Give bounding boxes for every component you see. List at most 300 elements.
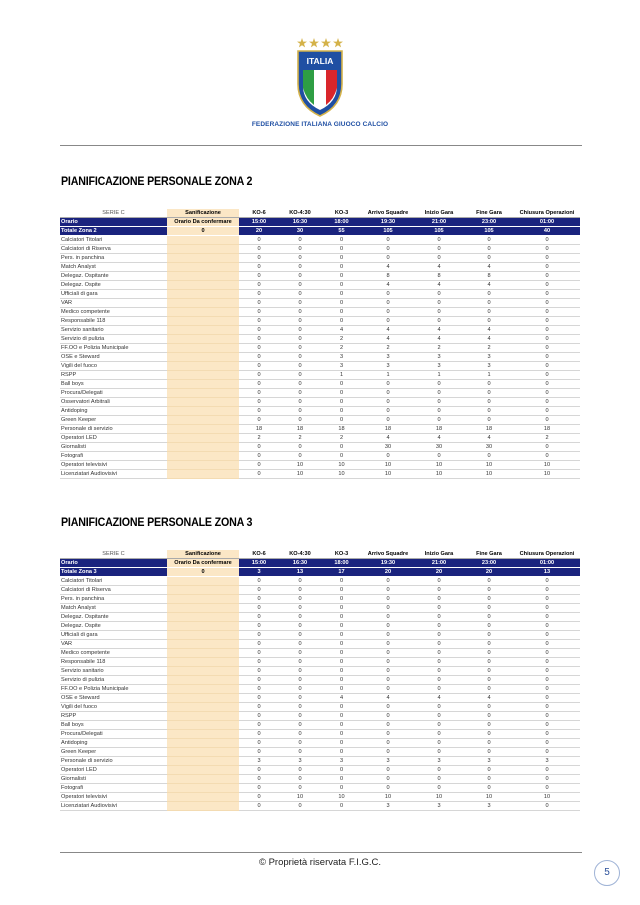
table-row: [60, 676, 580, 685]
totale-cell: 40: [514, 227, 580, 236]
value-cell: 0: [362, 398, 414, 407]
value-cell: 0: [279, 631, 321, 640]
value-cell: 4: [414, 326, 464, 335]
value-cell: 0: [514, 371, 580, 380]
value-cell: 0: [464, 649, 514, 658]
value-cell: 0: [464, 613, 514, 622]
value-cell: 0: [514, 281, 580, 290]
value-cell: 0: [321, 640, 362, 649]
table-row: [60, 362, 580, 371]
table-header-row: [60, 550, 580, 559]
value-cell: 0: [464, 739, 514, 748]
table-row: [60, 757, 580, 766]
orario-cell: 19:30: [362, 218, 414, 227]
value-cell: 0: [239, 299, 279, 308]
sanificazione-cell: [167, 353, 239, 362]
value-cell: 0: [321, 766, 362, 775]
value-cell: 0: [279, 344, 321, 353]
value-cell: 0: [362, 604, 414, 613]
value-cell: 2: [514, 434, 580, 443]
value-cell: 0: [279, 748, 321, 757]
value-cell: 0: [321, 775, 362, 784]
value-cell: 0: [321, 407, 362, 416]
value-cell: 0: [464, 640, 514, 649]
role-label: Responsabile 118: [60, 317, 167, 326]
table-row: [60, 622, 580, 631]
table-row: [60, 461, 580, 470]
totale-cell: 17: [321, 568, 362, 577]
table-row: [60, 317, 580, 326]
value-cell: 0: [514, 802, 580, 811]
value-cell: 0: [239, 362, 279, 371]
role-label: Giornalisti: [60, 775, 167, 784]
table-row: [60, 649, 580, 658]
value-cell: 10: [514, 470, 580, 479]
value-cell: 0: [464, 667, 514, 676]
role-label: Match Analyst: [60, 263, 167, 272]
column-header: Arrivo Squadre: [362, 550, 414, 559]
value-cell: 4: [321, 694, 362, 703]
value-cell: 0: [464, 748, 514, 757]
value-cell: 0: [362, 748, 414, 757]
value-cell: 0: [414, 703, 464, 712]
value-cell: 0: [514, 748, 580, 757]
role-label: OSE e Steward: [60, 353, 167, 362]
orario-cell: 16:30: [279, 559, 321, 568]
value-cell: 0: [414, 649, 464, 658]
value-cell: 0: [514, 443, 580, 452]
column-header: KO-4:30: [279, 209, 321, 218]
value-cell: 2: [279, 434, 321, 443]
role-label: RSPP: [60, 371, 167, 380]
value-cell: 0: [414, 739, 464, 748]
value-cell: 3: [362, 362, 414, 371]
value-cell: 0: [279, 784, 321, 793]
role-label: Green Keeper: [60, 748, 167, 757]
column-header: Sanificazione: [167, 550, 239, 559]
value-cell: 0: [279, 380, 321, 389]
value-cell: 4: [464, 335, 514, 344]
value-cell: 0: [321, 586, 362, 595]
table-row: [60, 703, 580, 712]
role-label: Vigili del fuoco: [60, 362, 167, 371]
value-cell: 0: [514, 290, 580, 299]
value-cell: 0: [362, 613, 414, 622]
sanificazione-cell: [167, 362, 239, 371]
sanificazione-cell: [167, 775, 239, 784]
table-row: [60, 721, 580, 730]
table-row: [60, 416, 580, 425]
value-cell: 0: [279, 335, 321, 344]
value-cell: 0: [279, 389, 321, 398]
sanificazione-cell: [167, 470, 239, 479]
value-cell: 0: [239, 407, 279, 416]
value-cell: 0: [239, 649, 279, 658]
value-cell: 3: [239, 757, 279, 766]
value-cell: 0: [362, 622, 414, 631]
value-cell: 0: [239, 254, 279, 263]
value-cell: 0: [514, 380, 580, 389]
table-row: [60, 766, 580, 775]
value-cell: 0: [514, 667, 580, 676]
table-zona-2: [60, 209, 580, 479]
value-cell: 3: [279, 757, 321, 766]
value-cell: 0: [321, 452, 362, 461]
value-cell: 0: [321, 595, 362, 604]
value-cell: 0: [362, 416, 414, 425]
role-label: Operatori televisivi: [60, 793, 167, 802]
totale-cell: 13: [514, 568, 580, 577]
value-cell: 0: [464, 658, 514, 667]
value-cell: 0: [362, 380, 414, 389]
value-cell: 0: [464, 586, 514, 595]
value-cell: 0: [514, 254, 580, 263]
column-header: Arrivo Squadre: [362, 209, 414, 218]
value-cell: 0: [239, 694, 279, 703]
value-cell: 0: [464, 703, 514, 712]
value-cell: 0: [464, 730, 514, 739]
column-header: KO-3: [321, 550, 362, 559]
value-cell: 3: [362, 353, 414, 362]
value-cell: 0: [464, 254, 514, 263]
role-label: Pers. in panchina: [60, 254, 167, 263]
value-cell: 0: [321, 380, 362, 389]
column-header: Chiusura Operazioni: [514, 550, 580, 559]
orario-label: Orario: [60, 218, 167, 227]
value-cell: 0: [464, 622, 514, 631]
value-cell: 4: [464, 326, 514, 335]
value-cell: 0: [464, 595, 514, 604]
role-label: Fotografi: [60, 784, 167, 793]
value-cell: 0: [362, 236, 414, 245]
value-cell: 10: [279, 793, 321, 802]
role-label: Personale di servizio: [60, 425, 167, 434]
value-cell: 0: [414, 721, 464, 730]
value-cell: 0: [321, 389, 362, 398]
value-cell: 0: [321, 254, 362, 263]
sanificazione-cell: [167, 425, 239, 434]
value-cell: 0: [239, 335, 279, 344]
totale-cell: 20: [362, 568, 414, 577]
sanificazione-cell: [167, 461, 239, 470]
sanificazione-cell: [167, 335, 239, 344]
value-cell: 3: [362, 802, 414, 811]
role-label: Servizio di pulizia: [60, 676, 167, 685]
table-row: [60, 290, 580, 299]
value-cell: 4: [414, 434, 464, 443]
value-cell: 30: [414, 443, 464, 452]
value-cell: 0: [239, 676, 279, 685]
totale-cell: 3: [239, 568, 279, 577]
value-cell: 0: [279, 622, 321, 631]
table-row: [60, 712, 580, 721]
value-cell: 0: [514, 308, 580, 317]
value-cell: 0: [414, 640, 464, 649]
role-label: Medico competente: [60, 308, 167, 317]
value-cell: 4: [321, 326, 362, 335]
table-row: [60, 784, 580, 793]
table-row: [60, 425, 580, 434]
value-cell: 0: [514, 586, 580, 595]
value-cell: 0: [514, 766, 580, 775]
role-label: Calciatori Titolari: [60, 236, 167, 245]
value-cell: 0: [464, 775, 514, 784]
value-cell: 0: [514, 676, 580, 685]
value-cell: 0: [464, 407, 514, 416]
value-cell: 0: [464, 577, 514, 586]
totale-cell: 105: [362, 227, 414, 236]
value-cell: 0: [414, 613, 464, 622]
role-label: Calciatori di Riserva: [60, 586, 167, 595]
value-cell: 2: [321, 335, 362, 344]
value-cell: 0: [362, 649, 414, 658]
value-cell: 0: [239, 308, 279, 317]
table-row: [60, 739, 580, 748]
sanificazione-cell: [167, 326, 239, 335]
role-label: Servizio sanitario: [60, 667, 167, 676]
value-cell: 0: [362, 667, 414, 676]
value-cell: 0: [464, 685, 514, 694]
orario-cell: Orario Da confermare: [167, 218, 239, 227]
table-row: [60, 407, 580, 416]
value-cell: 0: [514, 694, 580, 703]
totale-cell: 0: [167, 227, 239, 236]
table-row: [60, 595, 580, 604]
value-cell: 0: [321, 281, 362, 290]
value-cell: 0: [239, 730, 279, 739]
value-cell: 4: [362, 694, 414, 703]
sanificazione-cell: [167, 398, 239, 407]
value-cell: 18: [321, 425, 362, 434]
value-cell: 30: [362, 443, 414, 452]
column-header: Chiusura Operazioni: [514, 209, 580, 218]
value-cell: 3: [414, 757, 464, 766]
value-cell: 0: [362, 254, 414, 263]
role-label: Ball boys: [60, 721, 167, 730]
value-cell: 8: [414, 272, 464, 281]
table-row: [60, 748, 580, 757]
table-row: [60, 344, 580, 353]
value-cell: 0: [279, 730, 321, 739]
value-cell: 0: [239, 461, 279, 470]
value-cell: 0: [414, 748, 464, 757]
orario-cell: 23:00: [464, 218, 514, 227]
table-row: [60, 389, 580, 398]
value-cell: 0: [239, 640, 279, 649]
value-cell: 0: [279, 694, 321, 703]
value-cell: 0: [321, 443, 362, 452]
table-row: [60, 631, 580, 640]
role-label: Delegaz. Ospitante: [60, 613, 167, 622]
role-label: Delegaz. Ospite: [60, 281, 167, 290]
totale-cell: 0: [167, 568, 239, 577]
table-row: [60, 730, 580, 739]
sanificazione-cell: [167, 344, 239, 353]
value-cell: 0: [321, 667, 362, 676]
value-cell: 0: [239, 577, 279, 586]
sanificazione-cell: [167, 658, 239, 667]
value-cell: 0: [239, 290, 279, 299]
sanificazione-cell: [167, 245, 239, 254]
value-cell: 0: [362, 685, 414, 694]
value-cell: 0: [362, 640, 414, 649]
value-cell: 0: [464, 245, 514, 254]
role-label: Servizio di pulizia: [60, 335, 167, 344]
value-cell: 3: [321, 757, 362, 766]
sanificazione-cell: [167, 586, 239, 595]
value-cell: 0: [279, 613, 321, 622]
sanificazione-cell: [167, 380, 239, 389]
value-cell: 4: [362, 263, 414, 272]
value-cell: 0: [321, 613, 362, 622]
totale-cell: 13: [279, 568, 321, 577]
value-cell: 0: [321, 712, 362, 721]
totale-cell: 20: [239, 227, 279, 236]
value-cell: 3: [362, 757, 414, 766]
value-cell: 0: [279, 362, 321, 371]
value-cell: 0: [239, 685, 279, 694]
table-row: [60, 443, 580, 452]
value-cell: 3: [464, 757, 514, 766]
value-cell: 0: [239, 586, 279, 595]
value-cell: 0: [514, 317, 580, 326]
value-cell: 0: [279, 667, 321, 676]
value-cell: 1: [321, 371, 362, 380]
value-cell: 0: [239, 389, 279, 398]
orario-cell: 19:30: [362, 559, 414, 568]
table-row: [60, 245, 580, 254]
value-cell: 0: [414, 577, 464, 586]
value-cell: 2: [362, 344, 414, 353]
value-cell: 0: [239, 658, 279, 667]
value-cell: 0: [514, 784, 580, 793]
value-cell: 0: [362, 712, 414, 721]
sanificazione-cell: [167, 263, 239, 272]
value-cell: 0: [321, 703, 362, 712]
value-cell: 0: [279, 802, 321, 811]
orario-cell: 15:00: [239, 559, 279, 568]
orario-cell: 16:30: [279, 218, 321, 227]
totale-cell: 30: [279, 227, 321, 236]
figc-shield-icon: [290, 36, 350, 118]
totale-cell: 20: [414, 568, 464, 577]
value-cell: 0: [514, 236, 580, 245]
sanificazione-cell: [167, 631, 239, 640]
value-cell: 0: [239, 721, 279, 730]
value-cell: 0: [239, 443, 279, 452]
value-cell: 10: [279, 461, 321, 470]
sanificazione-cell: [167, 667, 239, 676]
value-cell: 0: [362, 299, 414, 308]
value-cell: 0: [414, 317, 464, 326]
value-cell: 0: [279, 604, 321, 613]
value-cell: 4: [414, 263, 464, 272]
sanificazione-cell: [167, 281, 239, 290]
value-cell: 10: [321, 461, 362, 470]
value-cell: 0: [321, 730, 362, 739]
value-cell: 0: [279, 739, 321, 748]
federation-name: FEDERAZIONE ITALIANA GIUOCO CALCIO: [251, 121, 389, 128]
value-cell: 0: [414, 631, 464, 640]
value-cell: 4: [464, 281, 514, 290]
value-cell: 0: [279, 595, 321, 604]
value-cell: 1: [362, 371, 414, 380]
serie-label: SERIE C: [60, 550, 167, 559]
value-cell: 0: [514, 595, 580, 604]
role-label: VAR: [60, 640, 167, 649]
column-header: Sanificazione: [167, 209, 239, 218]
table-row: [60, 604, 580, 613]
value-cell: 0: [414, 407, 464, 416]
value-cell: 0: [279, 317, 321, 326]
sanificazione-cell: [167, 434, 239, 443]
copyright-text: © Proprietà riservata F.I.G.C.: [258, 857, 382, 868]
table-row: [60, 299, 580, 308]
value-cell: 0: [321, 290, 362, 299]
value-cell: 0: [464, 452, 514, 461]
value-cell: 0: [279, 326, 321, 335]
value-cell: 10: [362, 793, 414, 802]
orario-cell: 23:00: [464, 559, 514, 568]
value-cell: 2: [321, 434, 362, 443]
table-row: [60, 640, 580, 649]
value-cell: 0: [514, 326, 580, 335]
value-cell: 4: [362, 434, 414, 443]
svg-text:ITALIA: ITALIA: [306, 56, 334, 66]
totale-cell: 105: [414, 227, 464, 236]
value-cell: 4: [362, 335, 414, 344]
value-cell: 10: [362, 470, 414, 479]
sanificazione-cell: [167, 371, 239, 380]
sanificazione-cell: [167, 272, 239, 281]
value-cell: 0: [239, 766, 279, 775]
value-cell: 0: [239, 452, 279, 461]
role-label: Green Keeper: [60, 416, 167, 425]
table-row: [60, 775, 580, 784]
value-cell: 0: [279, 685, 321, 694]
value-cell: 0: [514, 299, 580, 308]
value-cell: 0: [414, 299, 464, 308]
value-cell: 0: [321, 721, 362, 730]
value-cell: 0: [514, 604, 580, 613]
table-row: [60, 452, 580, 461]
orario-cell: 15:00: [239, 218, 279, 227]
value-cell: 0: [514, 640, 580, 649]
value-cell: 0: [279, 353, 321, 362]
value-cell: 0: [414, 416, 464, 425]
value-cell: 0: [514, 344, 580, 353]
sanificazione-cell: [167, 703, 239, 712]
value-cell: 0: [239, 748, 279, 757]
value-cell: 0: [514, 721, 580, 730]
value-cell: 0: [464, 712, 514, 721]
value-cell: 0: [514, 272, 580, 281]
value-cell: 4: [414, 335, 464, 344]
value-cell: 10: [464, 470, 514, 479]
value-cell: 3: [321, 362, 362, 371]
value-cell: 0: [414, 389, 464, 398]
table-row: [60, 685, 580, 694]
value-cell: 0: [362, 658, 414, 667]
value-cell: 0: [239, 398, 279, 407]
value-cell: 0: [279, 407, 321, 416]
value-cell: 0: [239, 272, 279, 281]
value-cell: 10: [514, 461, 580, 470]
value-cell: 0: [321, 604, 362, 613]
value-cell: 0: [239, 784, 279, 793]
table-header-row: [60, 209, 580, 218]
value-cell: 0: [514, 335, 580, 344]
